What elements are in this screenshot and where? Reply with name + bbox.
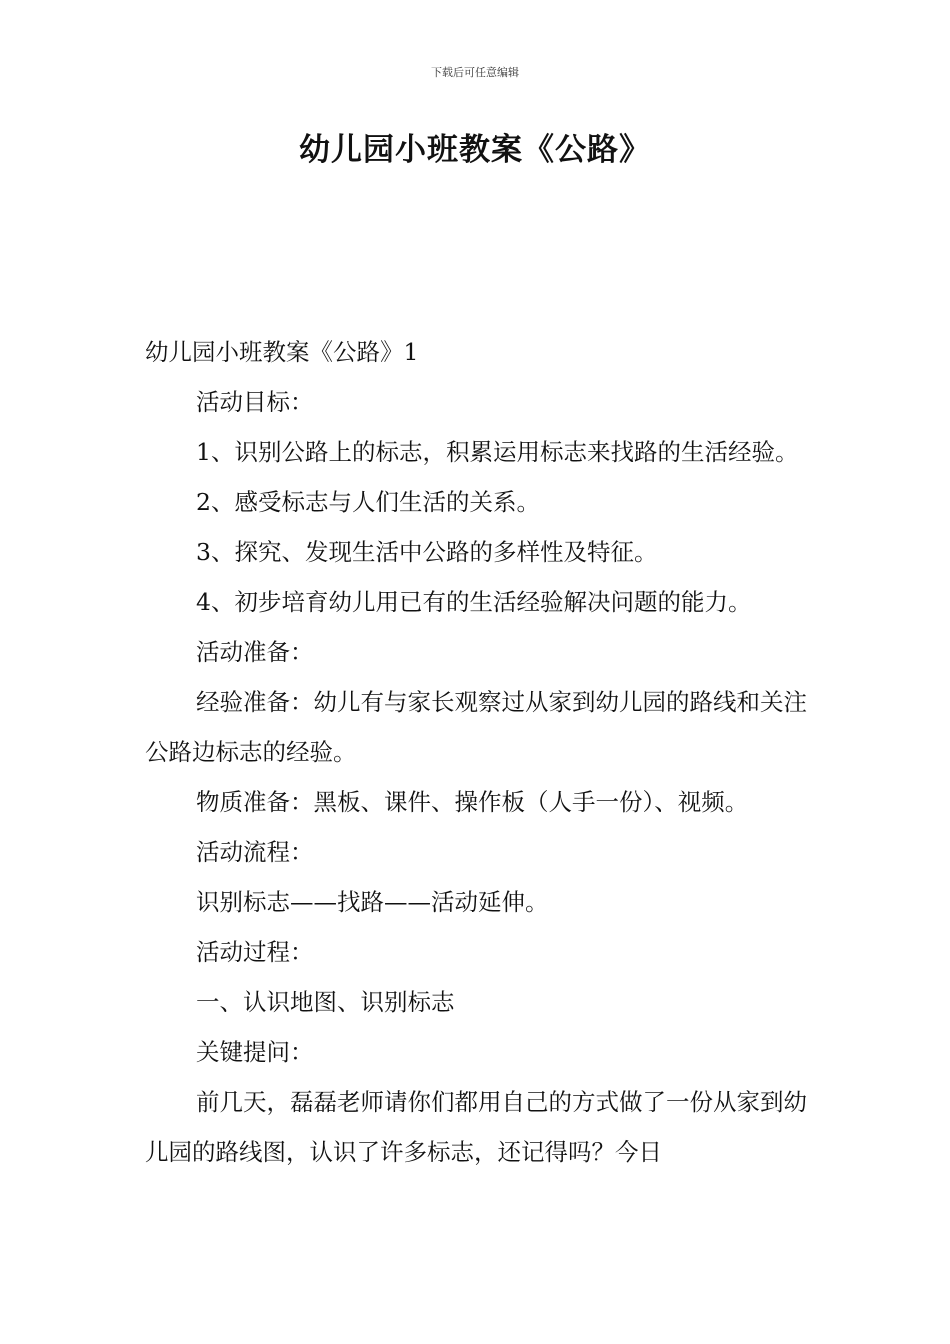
paragraph: 活动目标： <box>196 388 314 416</box>
paragraph: 前几天，磊磊老师请你们都用自己的方式做了一份从家到幼儿园的路线图，认识了许多标志，还记得吗？今日 <box>145 1088 807 1166</box>
paragraph: 识别标志——找路——活动延伸。 <box>196 888 549 916</box>
paragraph: 4、初步培育幼儿用已有的生活经验解决问题的能力。 <box>196 588 752 616</box>
paragraph: 2、感受标志与人们生活的关系。 <box>196 488 540 516</box>
paragraph: 活动准备： <box>196 638 314 666</box>
document-title: 幼儿园小班教案《公路》 <box>299 132 651 168</box>
header-note: 下载后可任意编辑 <box>431 66 519 79</box>
section-heading: 幼儿园小班教案《公路》1 <box>145 338 419 366</box>
paragraph: 物质准备：黑板、课件、操作板（人手一份）、视频。 <box>196 788 749 816</box>
paragraph: 活动过程： <box>196 938 314 966</box>
paragraph: 3、探究、发现生活中公路的多样性及特征。 <box>196 538 658 566</box>
paragraph: 关键提问： <box>196 1038 314 1066</box>
paragraph: 经验准备：幼儿有与家长观察过从家到幼儿园的路线和关注公路边标志的经验。 <box>145 688 807 766</box>
paragraph: 活动流程： <box>196 838 314 866</box>
paragraph: 1、识别公路上的标志，积累运用标志来找路的生活经验。 <box>196 438 799 466</box>
document-body <box>145 327 810 1177</box>
paragraph: 一、认识地图、识别标志 <box>196 988 455 1016</box>
